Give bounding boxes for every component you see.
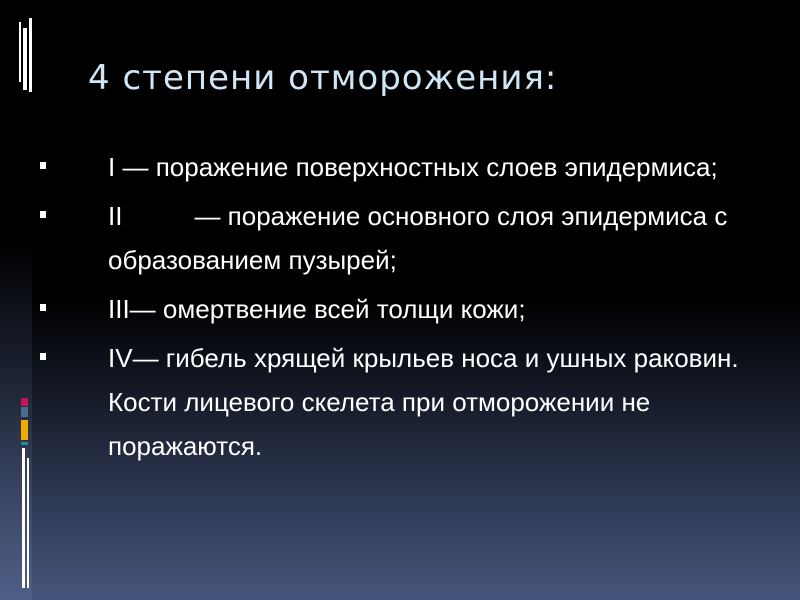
list-item	[40, 194, 740, 282]
list-item	[40, 336, 740, 468]
item-text: — поражение основного слоя эпидермиса с образованием пузырей;	[108, 201, 728, 275]
decorative-bar	[27, 458, 29, 588]
decorative-bar	[19, 22, 21, 82]
square-bullet-icon	[40, 353, 46, 360]
list-item	[40, 145, 740, 189]
decorative-square-teal	[21, 442, 28, 445]
item-prefix: III	[108, 294, 130, 324]
decorative-bar	[23, 28, 27, 90]
decorative-bar	[29, 18, 32, 92]
item-text: — поражение поверхностных слоев эпидермиса;	[122, 152, 718, 182]
decorative-bar	[22, 448, 25, 588]
decorative-square-orange	[21, 420, 28, 440]
square-bullet-icon	[40, 211, 46, 218]
list-item	[40, 287, 740, 331]
bullet-list	[40, 145, 740, 473]
item-text: — гибель хрящей крыльев носа и ушных раковин. Кости лицевого скелета при отморожении не поражаются.	[108, 343, 739, 461]
slide-title: 4 степени отморожения:	[88, 58, 558, 98]
square-bullet-icon	[40, 304, 46, 311]
square-bullet-icon	[40, 162, 46, 169]
decorative-square-pink	[21, 398, 28, 406]
decorative-square-blue	[21, 407, 28, 417]
item-prefix: II	[108, 201, 123, 231]
item-prefix: I	[108, 152, 116, 182]
item-prefix: IV	[108, 343, 133, 373]
item-text: — омертвение всей толщи кожи;	[129, 294, 526, 324]
